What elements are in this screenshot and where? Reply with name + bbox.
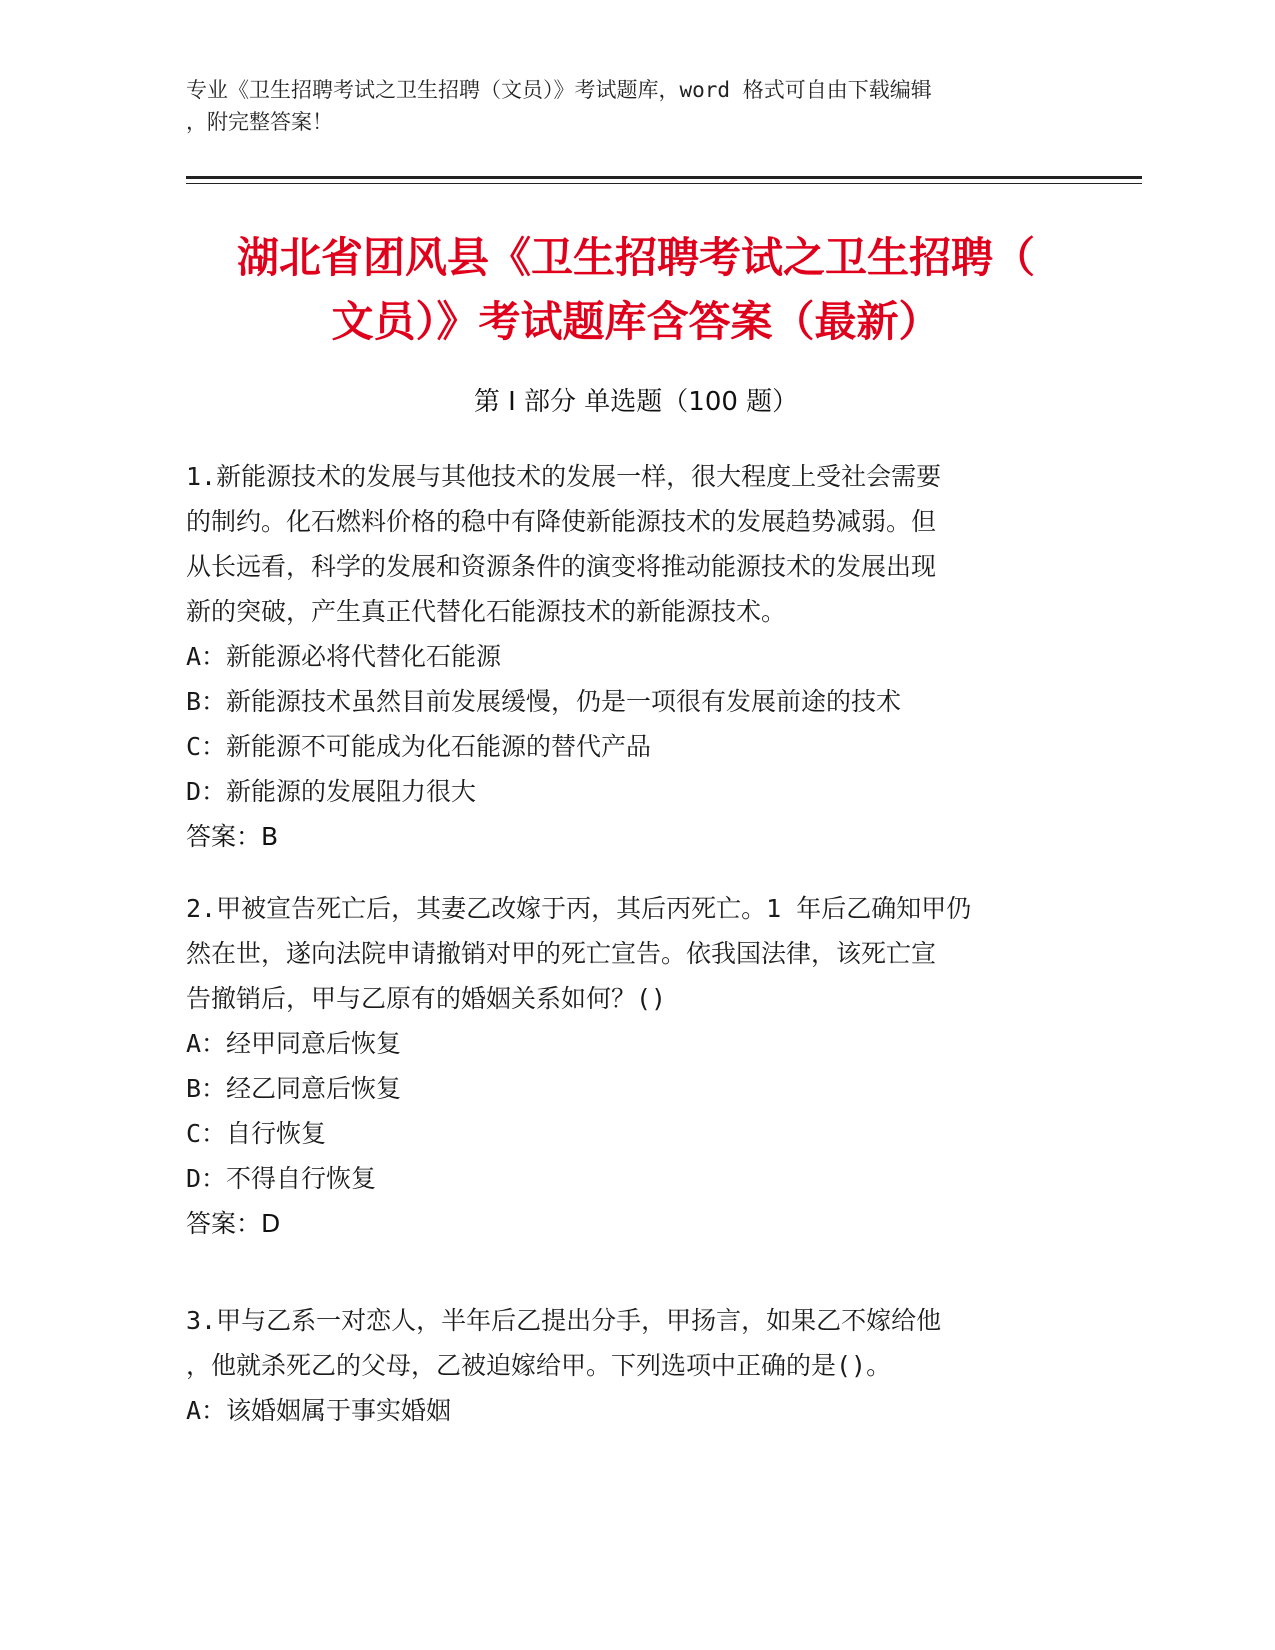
header-divider-thin	[186, 183, 1142, 184]
question-text: 3.甲与乙系一对恋人，半年后乙提出分手，甲扬言，如果乙不嫁给他 ，他就杀死乙的父母，乙被迫嫁给甲。下列选项中正确的是()。	[186, 1306, 942, 1380]
answer: 答案：D	[186, 1209, 281, 1238]
document-title-line-2: 文员）》考试题库含答案（最新）	[331, 297, 941, 346]
option-d: D：不得自行恢复	[186, 1164, 377, 1193]
option-a: A：新能源必将代替化石能源	[186, 642, 502, 671]
section-title: 第 I 部分 单选题（100 题）	[473, 387, 799, 417]
header-divider-thick	[186, 176, 1142, 179]
question-1	[186, 454, 1076, 859]
option-b: B：经乙同意后恢复	[186, 1074, 402, 1103]
answer: 答案：B	[186, 822, 279, 851]
document-title-line-1: 湖北省团风县《卫生招聘考试之卫生招聘（	[236, 233, 1035, 282]
header-note: 专业《卫生招聘考试之卫生招聘（文员）》考试题库，word 格式可自由下载编辑 ，附完整答案！	[186, 78, 932, 134]
question-text: 1.新能源技术的发展与其他技术的发展一样，很大程度上受社会需要 的制约。化石燃料价格的稳中有降使新能源技术的发展趋势减弱。但 从长远看，科学的发展和资源条件的演变将推动能源技术的发展出现 新的突破，产生真正代替化石能源技术的新能源技术。	[186, 462, 942, 626]
option-a: A：该婚姻属于事实婚姻	[186, 1396, 452, 1425]
question-3	[186, 1298, 1076, 1433]
document-title	[186, 226, 1086, 354]
question-text: 2.甲被宣告死亡后，其妻乙改嫁于丙，其后丙死亡。1 年后乙确知甲仍 然在世，遂向法院申请撤销对甲的死亡宣告。依我国法律，该死亡宣 告撤销后，甲与乙原有的婚姻关系如何？()	[186, 894, 972, 1013]
option-d: D：新能源的发展阻力很大	[186, 777, 477, 806]
option-a: A：经甲同意后恢复	[186, 1029, 402, 1058]
option-c: C：新能源不可能成为化石能源的替代产品	[186, 732, 652, 761]
option-c: C：自行恢复	[186, 1119, 327, 1148]
option-b: B：新能源技术虽然目前发展缓慢，仍是一项很有发展前途的技术	[186, 687, 902, 716]
question-2	[186, 886, 1076, 1246]
